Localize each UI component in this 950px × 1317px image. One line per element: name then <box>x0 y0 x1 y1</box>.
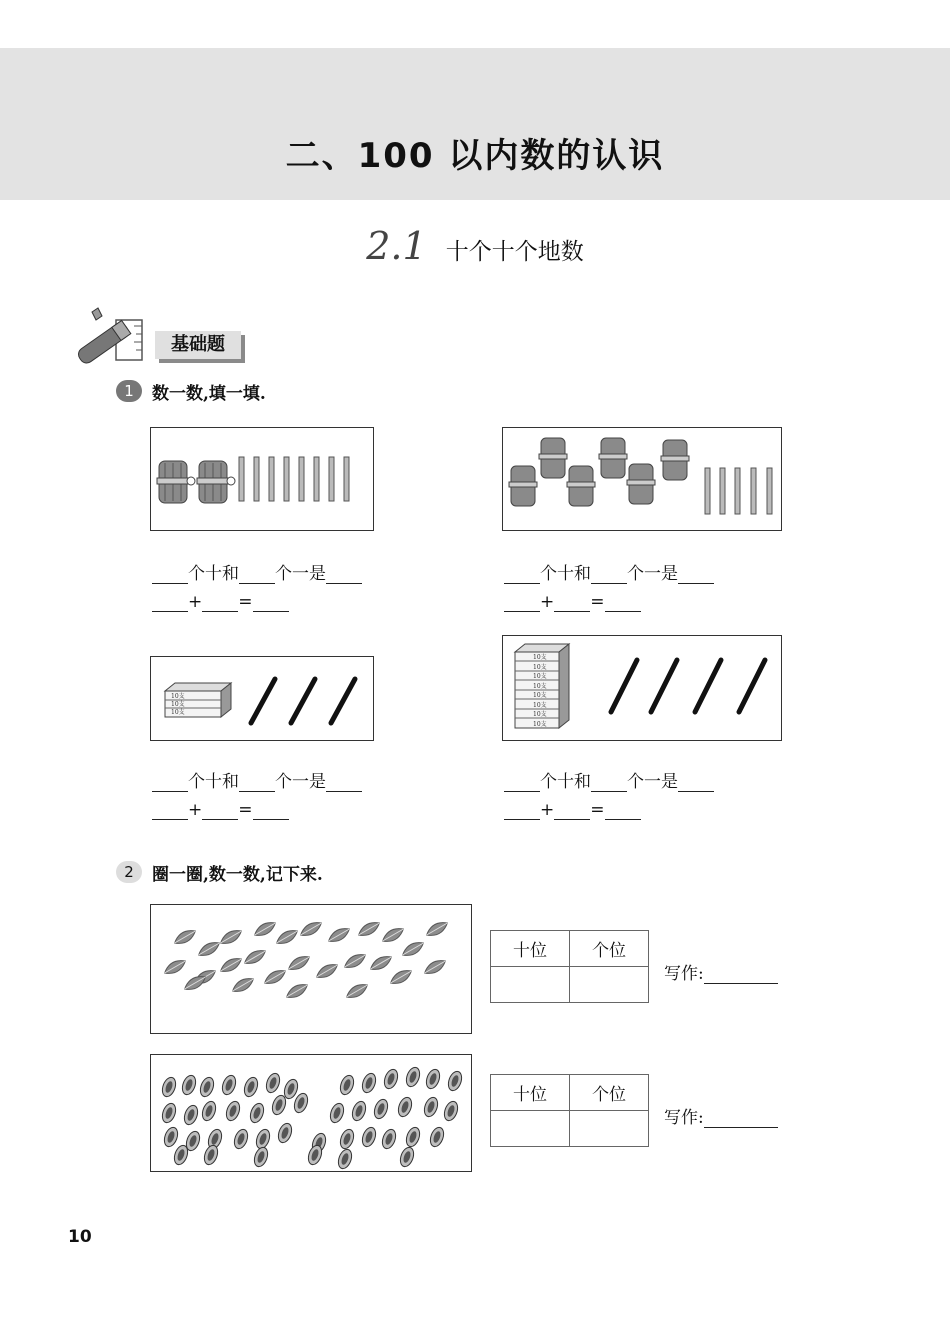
leaf-icon <box>326 925 352 946</box>
write-as-2: 写作: <box>664 1103 778 1128</box>
seed-icon <box>248 1102 266 1125</box>
leaf-icon <box>344 981 370 1002</box>
seed-icon <box>160 1102 178 1125</box>
seed-icon <box>220 1074 238 1097</box>
seed-icon <box>198 1076 216 1099</box>
addend-blank[interactable] <box>554 593 590 612</box>
seed-icon <box>360 1126 378 1149</box>
leaf-icon <box>298 919 324 940</box>
leaf-icon <box>242 947 268 968</box>
svg-text:10支: 10支 <box>533 654 547 661</box>
addend-blank[interactable] <box>554 801 590 820</box>
svg-text:10支: 10支 <box>171 701 185 708</box>
svg-text:10支: 10支 <box>533 702 547 709</box>
seed-icon <box>200 1100 218 1123</box>
answer-line-d: 个十和 个一是 <box>504 767 714 792</box>
question-2-text: 圈一圈,数一数,记下来. <box>152 865 323 885</box>
section-heading <box>0 224 950 268</box>
seed-icon <box>360 1072 378 1095</box>
seed-icon <box>350 1100 368 1123</box>
seed-icon <box>428 1126 446 1149</box>
question-1-text: 数一数,填一填. <box>152 384 266 404</box>
pen-ruler-icon <box>72 306 152 364</box>
write-as-1: 写作: <box>664 959 778 984</box>
seed-icon <box>372 1098 390 1121</box>
addend-blank[interactable] <box>202 801 238 820</box>
leaf-icon <box>356 919 382 940</box>
leaf-icon <box>388 967 414 988</box>
write-blank[interactable] <box>704 965 778 984</box>
tens-blank[interactable] <box>504 773 540 792</box>
equation-line-d: + = <box>504 800 641 820</box>
seed-icon <box>398 1146 416 1169</box>
leaf-icon <box>230 975 256 996</box>
pen-box-icon <box>503 636 781 740</box>
seed-icon <box>160 1076 178 1099</box>
total-blank[interactable] <box>326 565 362 584</box>
sum-blank[interactable] <box>605 593 641 612</box>
ones-blank[interactable] <box>591 773 627 792</box>
answer-line-c: 个十和 个一是 <box>152 767 362 792</box>
svg-text:10支: 10支 <box>533 664 547 671</box>
seed-icon <box>424 1068 442 1091</box>
equation-line-b: + = <box>504 592 641 612</box>
leaf-icon <box>368 953 394 974</box>
place-value-table-2 <box>490 1074 649 1147</box>
total-blank[interactable] <box>678 565 714 584</box>
addend-blank[interactable] <box>202 593 238 612</box>
leaf-icon <box>262 967 288 988</box>
total-blank[interactable] <box>678 773 714 792</box>
pen-box-icon <box>151 657 373 740</box>
sum-blank[interactable] <box>605 801 641 820</box>
basic-questions-badge: 基础题 <box>155 331 241 359</box>
addend-blank[interactable] <box>152 593 188 612</box>
leaf-icon <box>172 927 198 948</box>
leaf-icon <box>196 939 222 960</box>
tens-blank[interactable] <box>152 773 188 792</box>
equation-line-c: + = <box>152 800 289 820</box>
chapter-title: 二、100 以内数的认识 <box>285 136 665 176</box>
leaf-icon <box>284 981 310 1002</box>
tens-blank[interactable] <box>504 565 540 584</box>
section-number: 2.1 <box>366 224 427 268</box>
seed-icon <box>162 1126 180 1149</box>
total-blank[interactable] <box>326 773 362 792</box>
seed-icon <box>252 1146 270 1169</box>
page-number: 10 <box>68 1227 92 1247</box>
seed-icon <box>338 1128 356 1151</box>
seed-icon <box>404 1066 422 1089</box>
picture-pen-box-8-pens-4 <box>502 635 782 741</box>
ones-blank[interactable] <box>239 565 275 584</box>
seed-icon <box>446 1070 464 1093</box>
ones-header: 个位 <box>570 931 649 967</box>
addend-blank[interactable] <box>504 593 540 612</box>
ones-cell[interactable] <box>570 1111 649 1147</box>
seed-icon <box>336 1148 354 1171</box>
addend-blank[interactable] <box>504 801 540 820</box>
ones-blank[interactable] <box>239 773 275 792</box>
seed-icon <box>232 1128 250 1151</box>
leaf-icon <box>380 925 406 946</box>
question-1-number: 1 <box>116 380 142 402</box>
picture-pen-box-1-pens-3 <box>150 656 374 741</box>
seed-icon <box>442 1100 460 1123</box>
place-value-table-1 <box>490 930 649 1003</box>
tens-cell[interactable] <box>491 1111 570 1147</box>
tens-header: 十位 <box>491 1075 570 1111</box>
seed-icon <box>396 1096 414 1119</box>
leaf-icon <box>422 957 448 978</box>
picture-seeds[interactable] <box>150 1054 472 1172</box>
answer-line-b: 个十和 个一是 <box>504 559 714 584</box>
leaf-icon <box>286 953 312 974</box>
section-title: 十个十个地数 <box>445 239 584 265</box>
seed-icon <box>151 1055 471 1171</box>
seed-icon <box>338 1074 356 1097</box>
seed-icon <box>224 1100 242 1123</box>
bundled-sticks-icon <box>503 428 781 530</box>
leaf-icon <box>218 955 244 976</box>
chapter-banner <box>0 48 950 200</box>
tens-blank[interactable] <box>152 565 188 584</box>
svg-text:10支: 10支 <box>533 711 547 718</box>
tens-header: 十位 <box>491 931 570 967</box>
svg-text:10支: 10支 <box>533 692 547 699</box>
seed-icon <box>422 1096 440 1119</box>
seed-icon <box>242 1076 260 1099</box>
picture-bundles-2-sticks-8 <box>150 427 374 531</box>
write-blank[interactable] <box>704 1109 778 1128</box>
seed-icon <box>276 1122 294 1145</box>
seed-icon <box>380 1128 398 1151</box>
seed-icon <box>182 1104 200 1127</box>
svg-text:10支: 10支 <box>533 683 547 690</box>
bundled-sticks-icon <box>151 428 373 530</box>
equation-line-a: + = <box>152 592 289 612</box>
seed-icon <box>404 1126 422 1149</box>
sum-blank[interactable] <box>253 593 289 612</box>
ones-header: 个位 <box>570 1075 649 1111</box>
ones-blank[interactable] <box>591 565 627 584</box>
leaf-icon <box>274 927 300 948</box>
picture-leaves[interactable] <box>150 904 472 1034</box>
seed-icon <box>328 1102 346 1125</box>
seed-icon <box>382 1068 400 1091</box>
svg-text:10支: 10支 <box>533 673 547 680</box>
seed-icon <box>264 1072 282 1095</box>
leaf-icon <box>151 905 471 1033</box>
leaf-icon <box>218 927 244 948</box>
leaf-icon <box>424 919 450 940</box>
svg-text:10支: 10支 <box>533 721 547 728</box>
tens-cell[interactable] <box>491 967 570 1003</box>
picture-bundles-7-sticks-5 <box>502 427 782 531</box>
seed-icon <box>180 1074 198 1097</box>
question-2-number: 2 <box>116 861 142 883</box>
leaf-icon <box>162 957 188 978</box>
ones-cell[interactable] <box>570 967 649 1003</box>
svg-text:10支: 10支 <box>171 709 185 716</box>
answer-line-a: 个十和 个一是 <box>152 559 362 584</box>
svg-text:10支: 10支 <box>171 693 185 700</box>
leaf-icon <box>342 951 368 972</box>
sum-blank[interactable] <box>253 801 289 820</box>
leaf-icon <box>252 919 278 940</box>
addend-blank[interactable] <box>152 801 188 820</box>
leaf-icon <box>314 961 340 982</box>
leaf-icon <box>400 939 426 960</box>
